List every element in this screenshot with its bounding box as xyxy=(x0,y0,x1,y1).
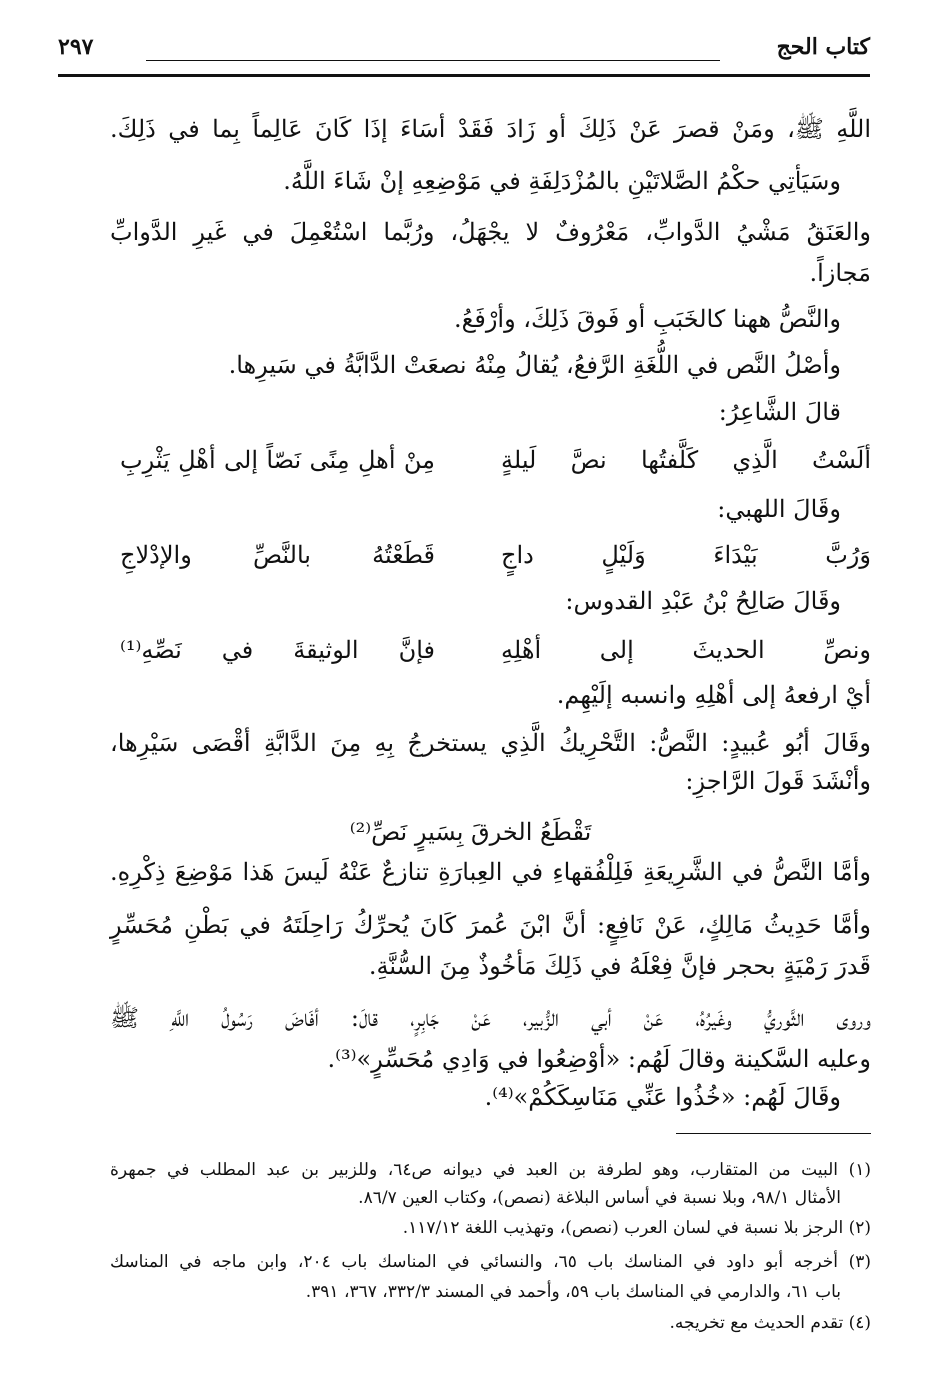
text-line: وقَالَ صَالِحُ بْنُ عَبْدِ القدوس: xyxy=(565,587,841,615)
verse-first-hemistich: ألَسْتُ الَّذِي كَلَّفتُها نصَّ لَيلةٍ xyxy=(501,446,871,474)
poem-verse xyxy=(110,636,871,670)
text-line: وأمَّا حَدِيثُ مَالِكٍ، عَنْ نَافِعٍ: أنَّ ابْنَ عُمرَ كَانَ يُحرِّكُ رَاحِلَتَهُ في بَطْنِ مُحَسِّرٍ xyxy=(110,911,871,939)
footnote-line: (٣) أخرجه أبو داود في المناسك باب ٦٥، والنسائي في المناسك باب ٢٠٤، وابن ماجه في المناسك xyxy=(110,1252,871,1272)
text-line: وروى الثَّوريُّ وغَيرُهُ، عَنْ أبي الزُّبير، عَنْ جَابِرٍ، قالَ: أفَاضَ رَسُولُ اللَّهِ ﷺ xyxy=(110,1004,871,1032)
text-line: وأصْلُ النَّص في اللُّغَةِ الرَّفعُ، يُقالُ مِنْهُ نصعَتْ الدَّابَّةُ في سَيرِها. xyxy=(228,351,841,379)
poem-verse: تَقْطَعُ الخرقَ بِسَيرٍ نَصِّ⁽²⁾ xyxy=(349,818,592,846)
text-line: قَدرَ رَمْيَةٍ بحجر فإنَّ فِعْلَهُ في ذَلِكَ مَأخُوذٌ مِنَ السُّنَّةِ. xyxy=(368,952,871,980)
text-line: وسَيَأتِي حكْمُ الصَّلاتَيْنِ بالمُزْدَلِفَةِ في مَوْضِعِهِ إنْ شَاءَ اللَّهُ. xyxy=(283,167,841,195)
text-line: أيْ ارفعهُ إلى أهْلِهِ وانسبه إلَيْهِم. xyxy=(556,681,871,709)
header-divider xyxy=(58,74,870,77)
text-line: وأمَّا النَّصُّ في الشَّرِيعَةِ فَلِلْفُقهاءِ في العِبارَةِ تنازعٌ عَنْهُ لَيسَ هَذا مَوْضِعَ ذِكْرِهِ. xyxy=(110,858,871,886)
page-number: ٢٩٧ xyxy=(58,34,94,60)
verse-first-hemistich: وَرُبَّ بَيْدَاءَ وَلَيْلٍ داجٍ xyxy=(501,541,871,569)
text-line: اللَّهِ ﷺ، ومَنْ قصرَ عَنْ ذَلِكَ أو زَادَ فَقَدْ أسَاءَ إذَا كَانَ عَالِماً بِما في ذَلِكَ. xyxy=(110,115,872,143)
verse-second-hemistich: قَطَعْتُهُ بالنَّصِّ والإدْلاجِ xyxy=(120,541,435,569)
text-line: وأنْشَدَ قَولَ الرَّاجزِ: xyxy=(685,767,871,795)
footnote-separator xyxy=(676,1133,871,1134)
text-line: والعَنَقُ مَشْيُ الدَّوابِّ، مَعْرُوفٌ لا يجْهَلُ، ورُبَّما اسْتُعْمِلَ في غَيرِ الدَّوابِّ xyxy=(110,218,871,246)
text-line: وقَالَ أبُو عُبيدٍ: النَّصُّ: التَّحْرِيكُ الَّذِي يستخرجُ بِهِ مِنَ الدَّابَّةِ أقْصَى سَيْرِها، xyxy=(110,729,871,757)
verse-second-hemistich: مِنْ أهلِ مِنًى نَصّاً إلى أهْلِ يَثْرِبِ xyxy=(120,446,435,474)
footnote-line: باب ٦١، والدارمي في المناسك باب ٥٩، وأحمد في المسند ٣٣٢/٣، ٣٦٧، ٣٩١. xyxy=(305,1282,841,1302)
poem-verse xyxy=(110,446,871,480)
footnote-line: الأمثال ٩٨/١، وبلا نسبة في أساس البلاغة (نصص)، وكتاب العين ٨٦/٧. xyxy=(358,1188,841,1208)
text-line: وعليه السَّكينة وقالَ لَهُم: «أوْضِعُوا في وَادِي مُحَسِّرٍ»⁽³⁾. xyxy=(327,1045,871,1073)
text-line: قالَ الشَّاعِرُ: xyxy=(718,398,841,426)
running-header xyxy=(58,30,870,70)
poem-verse xyxy=(110,541,871,575)
footnote-line: (٤) تقدم الحديث مع تخريجه. xyxy=(669,1313,871,1333)
footnote-line: (١) البيت من المتقارب، وهو لطرفة بن العبد في ديوانه ص٦٤، وللزبير بن عبد المطلب في جمهرة xyxy=(110,1160,871,1180)
text-line: مَجازاً. xyxy=(809,259,871,287)
verse-second-hemistich: فإنَّ الوثيقةَ في نَصِّهِ⁽¹⁾ xyxy=(120,636,435,664)
text-line: والنَّصُّ ههنا كالخَبَبِ أو فَوقَ ذَلِكَ، وأرْفَعُ. xyxy=(453,305,841,333)
book-title: كتاب الحج xyxy=(776,34,870,60)
text-line: وقَالَ اللهبي: xyxy=(717,495,841,523)
header-rule xyxy=(146,60,720,61)
footnote-line: (٢) الرجز بلا نسبة في لسان العرب (نصص)، وتهذيب اللغة ١١٧/١٢. xyxy=(402,1218,871,1238)
text-line: وقَالَ لَهُم: «خُذُوا عَنِّي مَنَاسِكَكُمْ»⁽⁴⁾. xyxy=(484,1083,841,1111)
verse-first-hemistich: ونصِّ الحديثَ إلى أهْلِهِ xyxy=(501,636,871,664)
